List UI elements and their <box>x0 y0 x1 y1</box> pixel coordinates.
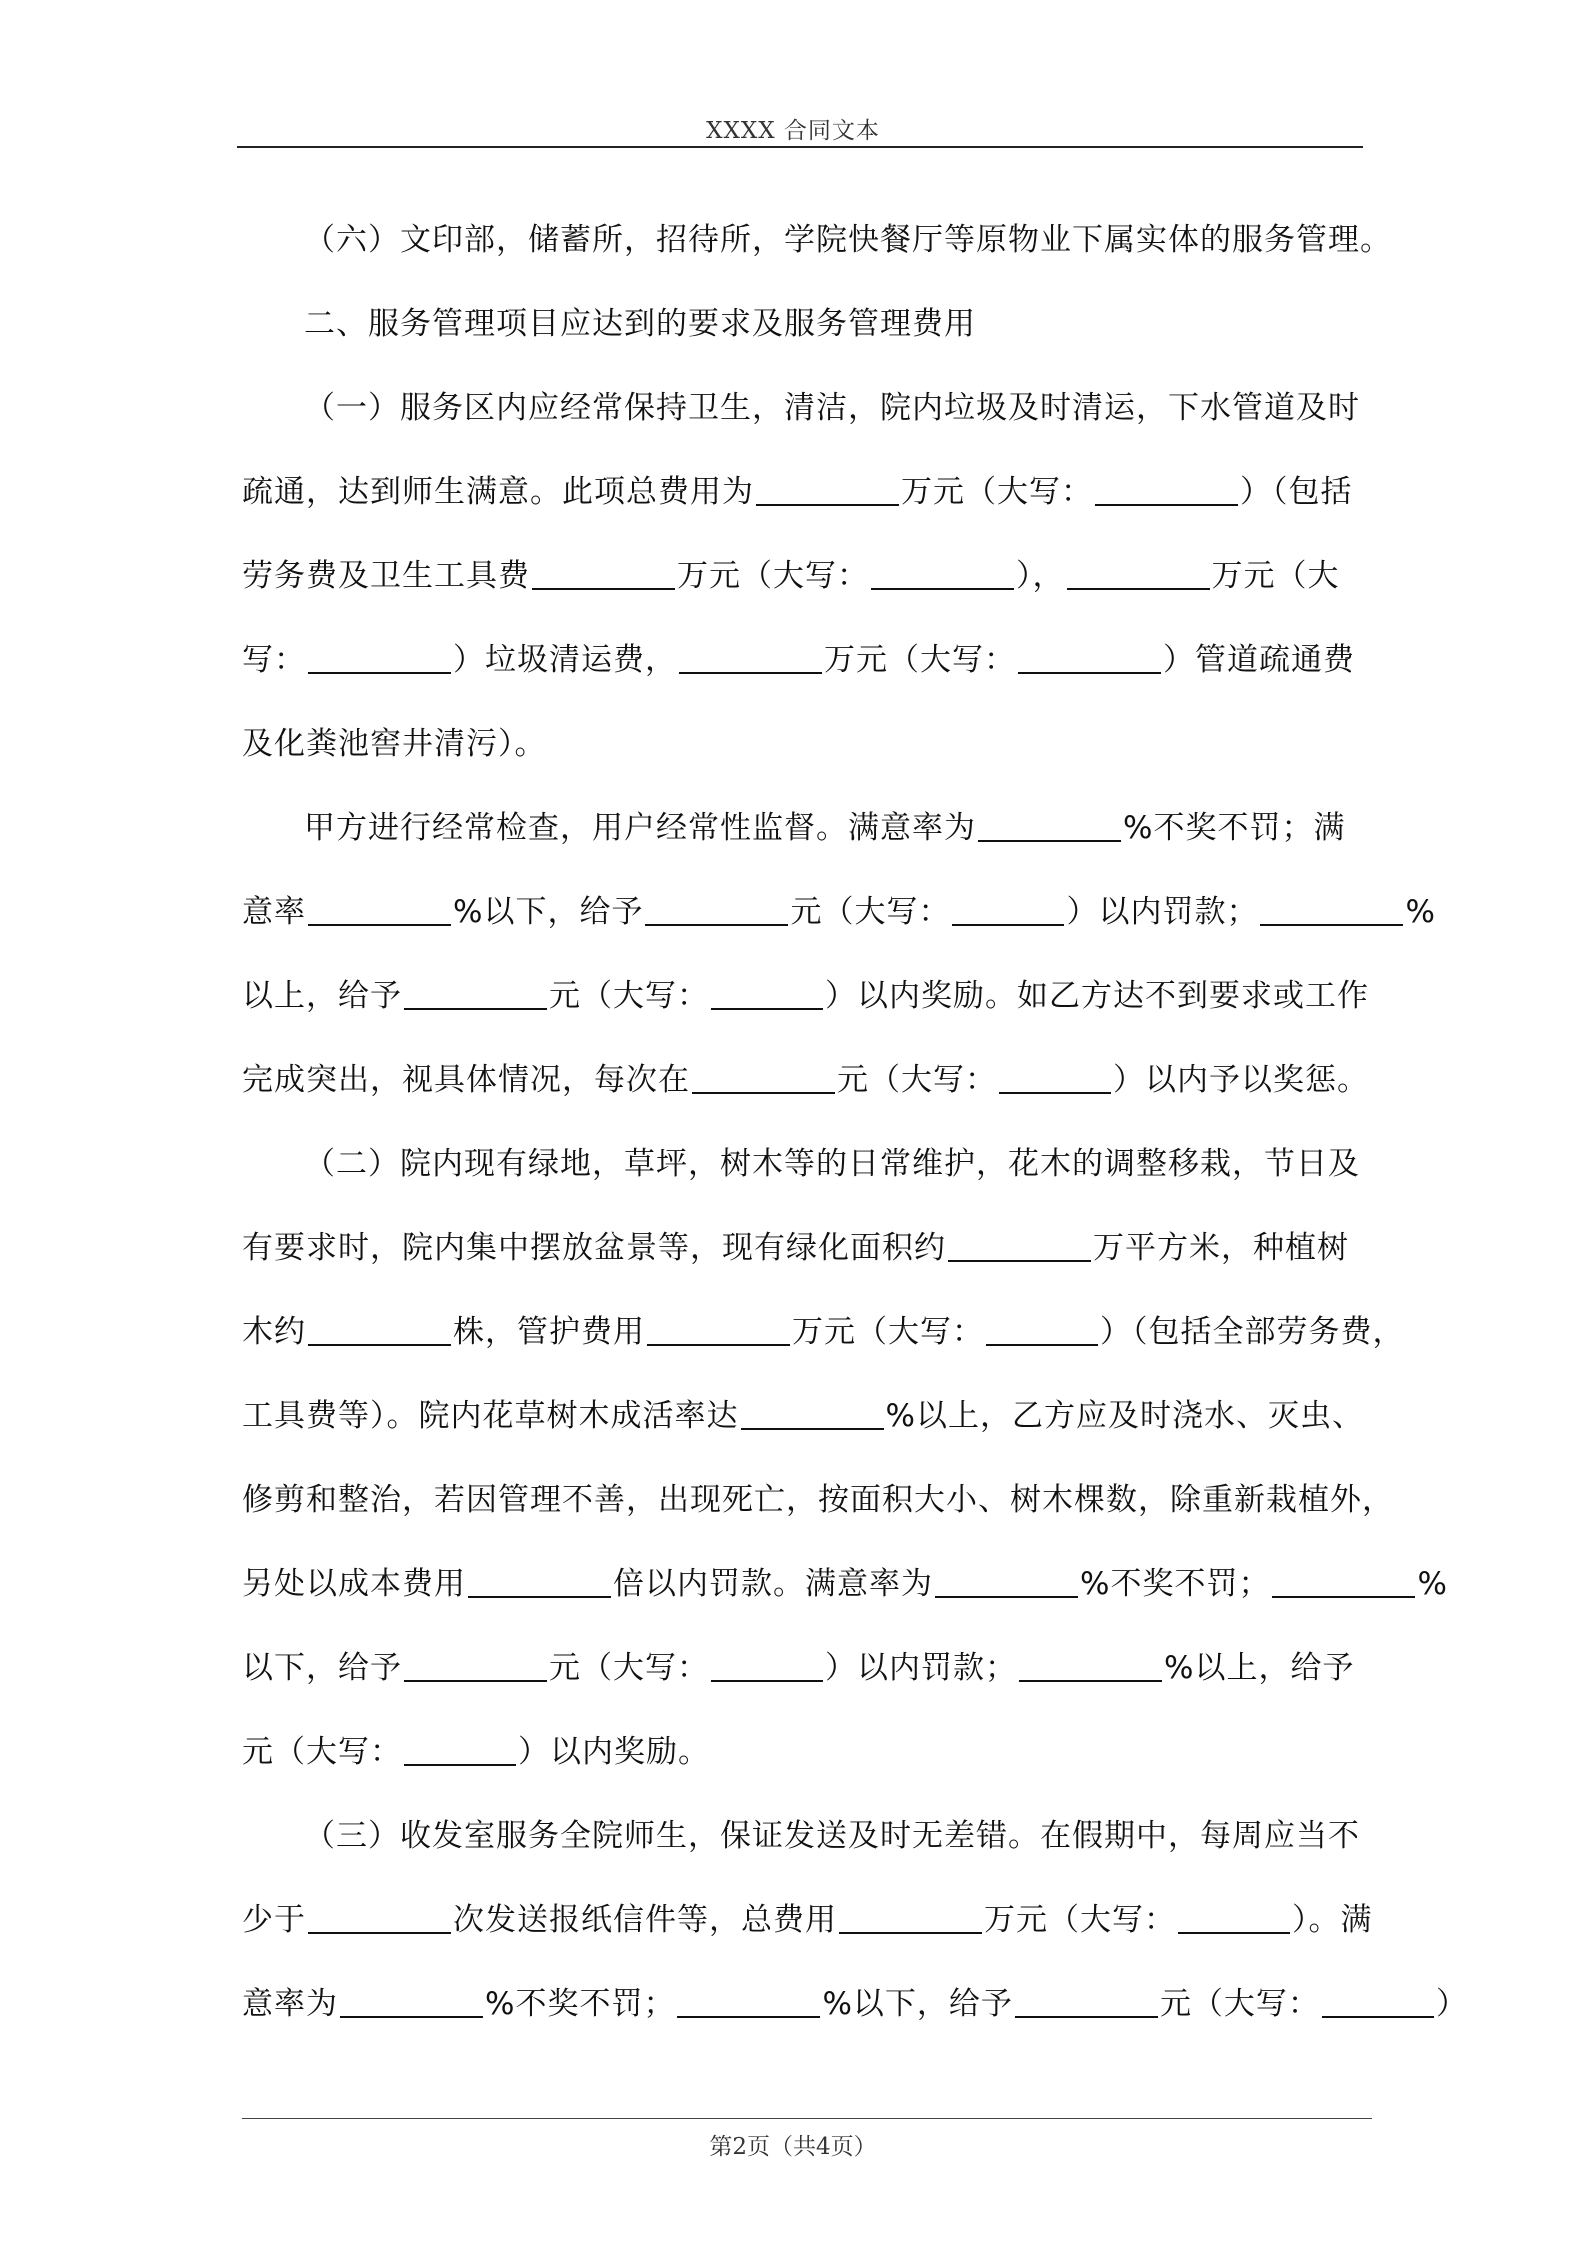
text-segment: （六）文印部，储蓄所，招待所，学院快餐厅等原物业下属实体的服务管理。 <box>304 222 1392 258</box>
header-divider <box>237 146 1363 148</box>
contract-body <box>242 198 1468 2046</box>
fill-in-blank[interactable] <box>1019 1680 1162 1682</box>
text-segment: 倍以内罚款。满意率为 <box>613 1566 933 1602</box>
text-segment: ）（包括 <box>1240 474 1353 510</box>
clause-line <box>242 1458 1402 1542</box>
text-segment: 元（大写： <box>549 1650 709 1686</box>
fill-in-blank[interactable] <box>986 1344 1098 1346</box>
clause-line <box>242 1794 1402 1878</box>
fill-in-blank[interactable] <box>1178 1932 1290 1934</box>
clause-line <box>242 1206 1402 1290</box>
clause-line <box>242 1878 1402 1962</box>
text-segment: %以下，给予 <box>453 894 644 930</box>
fill-in-blank[interactable] <box>1015 2016 1158 2018</box>
text-segment: ）以内予以奖惩。 <box>1113 1062 1369 1098</box>
clause-line <box>242 1374 1402 1458</box>
text-segment: 万元（大写： <box>677 558 869 594</box>
text-segment: %以下，给予 <box>822 1986 1013 2022</box>
text-segment: 次发送报纸信件等，总费用 <box>453 1902 837 1938</box>
clause-line <box>242 786 1402 870</box>
text-segment: （一）服务区内应经常保持卫生，清洁，院内垃圾及时清运，下水管道及时 <box>304 390 1360 426</box>
fill-in-blank[interactable] <box>532 588 675 590</box>
text-segment: ）以内罚款； <box>1066 894 1259 930</box>
text-segment: 万元（大写： <box>984 1902 1176 1938</box>
clause-line <box>242 1710 1402 1794</box>
fill-in-blank[interactable] <box>404 1008 547 1010</box>
clause-line <box>242 198 1402 282</box>
text-segment: 万平方米，种植树 <box>1093 1230 1349 1266</box>
clause-line <box>242 954 1402 1038</box>
clause-line <box>242 1122 1402 1206</box>
clause-line <box>242 1626 1402 1710</box>
text-segment: %以上，乙方应及时浇水、灭虫、 <box>885 1398 1364 1434</box>
text-segment: 二、服务管理项目应达到的要求及服务管理费用 <box>304 306 976 342</box>
text-segment: 万元（大写： <box>824 642 1016 678</box>
fill-in-blank[interactable] <box>468 1596 611 1598</box>
clause-line <box>242 1290 1405 1374</box>
text-segment: 另处以成本费用 <box>242 1566 466 1602</box>
text-segment: 疏通，达到师生满意。此项总费用为 <box>242 474 754 510</box>
text-segment: 元（大写： <box>242 1734 402 1770</box>
text-segment: 写： <box>242 642 306 678</box>
section-heading <box>242 282 1402 366</box>
fill-in-blank[interactable] <box>711 1008 823 1010</box>
fill-in-blank[interactable] <box>978 840 1121 842</box>
fill-in-blank[interactable] <box>839 1932 982 1934</box>
fill-in-blank[interactable] <box>1260 924 1403 926</box>
page-number: 第2页（共4页） <box>709 2134 877 2160</box>
clause-line <box>242 618 1402 702</box>
text-segment: ） <box>1435 1986 1468 2022</box>
fill-in-blank[interactable] <box>404 1680 547 1682</box>
footer-divider <box>242 2118 1372 2119</box>
clause-line <box>242 534 1402 618</box>
text-segment: 少于 <box>242 1902 306 1938</box>
fill-in-blank[interactable] <box>308 924 451 926</box>
clause-line <box>242 702 1402 786</box>
text-segment: ）以内奖励。 <box>518 1734 710 1770</box>
fill-in-blank[interactable] <box>1095 504 1238 506</box>
text-segment: ）管道疏通费 <box>1163 642 1355 678</box>
text-segment: 万元（大写： <box>901 474 1093 510</box>
text-segment: 万元（大写： <box>792 1314 984 1350</box>
fill-in-blank[interactable] <box>645 924 788 926</box>
text-segment: 修剪和整治，若因管理不善，出现死亡，按面积大小、树木棵数，除重新栽植外， <box>242 1482 1394 1518</box>
fill-in-blank[interactable] <box>692 1092 835 1094</box>
text-segment: %不奖不罚； <box>1080 1566 1271 1602</box>
text-segment: 意率 <box>242 894 306 930</box>
fill-in-blank[interactable] <box>1272 1596 1415 1598</box>
clause-line <box>242 366 1402 450</box>
text-segment: %不奖不罚；满 <box>1123 810 1346 846</box>
fill-in-blank[interactable] <box>679 672 822 674</box>
fill-in-blank[interactable] <box>935 1596 1078 1598</box>
text-segment: 工具费等）。院内花草树木成活率达 <box>242 1398 739 1434</box>
fill-in-blank[interactable] <box>1322 2016 1434 2018</box>
text-segment: 株，管护费用 <box>453 1314 645 1350</box>
page-header-title: XXXX 合同文本 <box>706 118 880 144</box>
text-segment: 木约 <box>242 1314 306 1350</box>
fill-in-blank[interactable] <box>647 1344 790 1346</box>
text-segment: ）垃圾清运费， <box>453 642 677 678</box>
fill-in-blank[interactable] <box>340 2016 483 2018</box>
text-segment: 元（大写： <box>790 894 951 930</box>
text-segment: （二）院内现有绿地，草坪，树木等的日常维护，花木的调整移栽，节日及 <box>304 1146 1360 1182</box>
fill-in-blank[interactable] <box>1067 588 1210 590</box>
text-segment: 劳务费及卫生工具费 <box>242 558 530 594</box>
text-segment: ）以内罚款； <box>825 1650 1017 1686</box>
text-segment: 甲方进行经常检查，用户经常性监督。满意率为 <box>304 810 976 846</box>
text-segment: % <box>1417 1566 1448 1602</box>
fill-in-blank[interactable] <box>308 1344 451 1346</box>
text-segment: ）， <box>1016 558 1065 594</box>
fill-in-blank[interactable] <box>1018 672 1161 674</box>
fill-in-blank[interactable] <box>741 1428 884 1430</box>
fill-in-blank[interactable] <box>711 1680 823 1682</box>
text-segment: 元（大写： <box>837 1062 997 1098</box>
text-segment: 完成突出，视具体情况，每次在 <box>242 1062 690 1098</box>
text-segment: 以下，给予 <box>242 1650 402 1686</box>
clause-line <box>242 1542 1448 1626</box>
fill-in-blank[interactable] <box>677 2016 820 2018</box>
text-segment: 有要求时，院内集中摆放盆景等，现有绿化面积约 <box>242 1230 946 1266</box>
text-segment: 以上，给予 <box>242 978 402 1014</box>
text-segment: %不奖不罚； <box>485 1986 676 2022</box>
fill-in-blank[interactable] <box>756 504 899 506</box>
text-segment: %以上，给予 <box>1164 1650 1355 1686</box>
text-segment: ）（包括全部劳务费， <box>1100 1314 1405 1350</box>
clause-line <box>242 450 1402 534</box>
fill-in-blank[interactable] <box>404 1764 516 1766</box>
fill-in-blank[interactable] <box>308 672 451 674</box>
clause-line <box>242 870 1436 954</box>
fill-in-blank[interactable] <box>308 1932 451 1934</box>
clause-line <box>242 1038 1402 1122</box>
text-segment: 元（大写： <box>1159 1986 1320 2022</box>
text-segment: 及化粪池窖井清污）。 <box>242 726 547 762</box>
text-segment: 元（大写： <box>549 978 709 1014</box>
clause-line <box>242 1962 1468 2046</box>
text-segment: ）以内奖励。如乙方达不到要求或工作 <box>825 978 1369 1014</box>
text-segment: 万元（大 <box>1211 558 1340 594</box>
text-segment: 意率为 <box>242 1986 338 2022</box>
fill-in-blank[interactable] <box>948 1260 1091 1262</box>
fill-in-blank[interactable] <box>952 924 1064 926</box>
text-segment: ）。满 <box>1292 1902 1373 1938</box>
fill-in-blank[interactable] <box>871 588 1014 590</box>
text-segment: （三）收发室服务全院师生，保证发送及时无差错。在假期中，每周应当不 <box>304 1818 1360 1854</box>
text-segment: % <box>1405 894 1436 930</box>
fill-in-blank[interactable] <box>999 1092 1111 1094</box>
